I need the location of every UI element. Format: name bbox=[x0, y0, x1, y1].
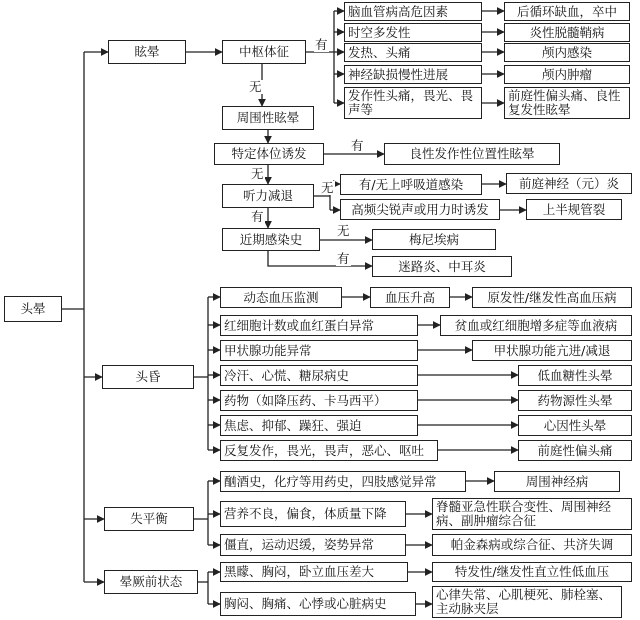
uri-history: 有/无上呼吸道感染 bbox=[340, 174, 482, 195]
diseq-item-3: 僵直，运动迟缓，姿势异常 bbox=[220, 534, 406, 556]
central-dx-3: 颅内感染 bbox=[504, 43, 630, 62]
syncope-dx-2: 甲状腺功能亢进/减退 bbox=[472, 340, 632, 361]
syncope-item-4: 药物（如降压药、卡马西平） bbox=[220, 390, 418, 411]
hypertension-dx: 原发性/继发性高血压病 bbox=[472, 287, 632, 308]
central-dx-4: 颅内肿瘤 bbox=[504, 65, 630, 84]
label-yes-infection: 有 bbox=[251, 209, 264, 224]
central-sign-3: 发热、头痛 bbox=[344, 43, 482, 62]
central-dx-5: 前庭性偏头痛、良性复发性眩晕 bbox=[504, 87, 630, 119]
root-dizziness: 头晕 bbox=[4, 296, 62, 322]
diseq-dx-3: 帕金森病或综合征、共济失调 bbox=[432, 534, 632, 556]
label-no-peripheral: 无 bbox=[249, 79, 262, 94]
syncope-dx-4: 药物源性头晕 bbox=[518, 390, 632, 411]
label-no-hearing-branch: 无 bbox=[321, 180, 334, 195]
canal-dehiscence-dx: 上半规管裂 bbox=[526, 199, 622, 220]
central-sign-1: 脑血管病高危因素 bbox=[344, 2, 482, 21]
label-yes-labyrinthitis: 有 bbox=[337, 251, 350, 266]
labyrinthitis-dx: 迷路炎、中耳炎 bbox=[372, 256, 512, 277]
bp-monitoring: 动态血压监测 bbox=[220, 287, 342, 308]
vestibular-neuritis-dx: 前庭神经（元）炎 bbox=[506, 173, 632, 194]
bppv-dx: 良性发作性位置性眩晕 bbox=[384, 143, 560, 165]
loud-sound-trigger: 高频尖锐声或用力时诱发 bbox=[340, 199, 500, 220]
diseq-dx-2: 脊髓亚急性联合变性、周围神经病、副肿瘤综合征 bbox=[432, 498, 632, 530]
central-sign-4: 神经缺损慢性进展 bbox=[344, 65, 482, 84]
label-no-hearing: 无 bbox=[251, 166, 264, 181]
label-yes-positional: 有 bbox=[351, 138, 364, 153]
label-yes-central: 有 bbox=[315, 37, 328, 52]
diseq-item-2: 营养不良，偏食，体质量下降 bbox=[220, 501, 406, 527]
central-sign-2: 时空多发性 bbox=[344, 23, 482, 42]
presyncope-dx-1: 特发性/继发性直立性低血压 bbox=[432, 562, 632, 582]
to-labyrinthitis bbox=[268, 251, 372, 266]
central-signs: 中枢体征 bbox=[222, 40, 306, 64]
presyncope-item-2: 胸闷、胸痛、心悸或心脏病史 bbox=[220, 592, 416, 616]
label-no-meniere: 无 bbox=[337, 223, 350, 238]
branch-disequilibrium: 失平衡 bbox=[104, 507, 194, 531]
syncope-item-6: 反复发作，畏光，畏声，恶心、呕吐 bbox=[220, 440, 438, 461]
syncope-item-5: 焦虑、抑郁、躁狂、强迫 bbox=[220, 415, 418, 436]
branch-syncope: 头昏 bbox=[102, 365, 194, 389]
central-dx-2: 炎性脱髓鞘病 bbox=[504, 23, 630, 42]
syncope-dx-5: 心因性头晕 bbox=[518, 415, 632, 436]
meniere-dx: 梅尼埃病 bbox=[372, 229, 496, 250]
central-sign-5: 发作性头痛，畏光、畏声等 bbox=[344, 87, 482, 119]
central-dx-1: 后循环缺血，卒中 bbox=[504, 2, 630, 21]
branch-vertigo: 眩晕 bbox=[108, 40, 186, 64]
hearing-loss: 听力减退 bbox=[222, 184, 314, 208]
syncope-item-2: 甲状腺功能异常 bbox=[220, 340, 418, 361]
syncope-dx-1: 贫血或红细胞增多症等血液病 bbox=[440, 315, 632, 336]
diseq-dx-1: 周围神经病 bbox=[494, 471, 620, 492]
presyncope-dx-2: 心律失常、心肌梗死、肺栓塞、主动脉夹层 bbox=[432, 586, 622, 618]
positional-trigger: 特定体位诱发 bbox=[214, 143, 324, 165]
presyncope-item-1: 黑矇、胸闷，卧立血压差大 bbox=[220, 562, 408, 582]
syncope-dx-6: 前庭性偏头痛 bbox=[518, 440, 632, 461]
diseq-item-1: 酗酒史，化疗等用药史，四肢感觉异常 bbox=[220, 471, 466, 492]
syncope-dx-3: 低血糖性头晕 bbox=[518, 365, 632, 386]
syncope-item-3: 冷汗、心慌、糖尿病史 bbox=[220, 365, 418, 386]
bp-elevated: 血压升高 bbox=[370, 287, 450, 308]
branch-presyncope: 晕厥前状态 bbox=[104, 570, 198, 594]
peripheral-vertigo: 周围性眩晕 bbox=[222, 106, 314, 130]
recent-infection: 近期感染史 bbox=[222, 228, 320, 251]
syncope-item-1: 红细胞计数或血红蛋白异常 bbox=[220, 315, 418, 336]
